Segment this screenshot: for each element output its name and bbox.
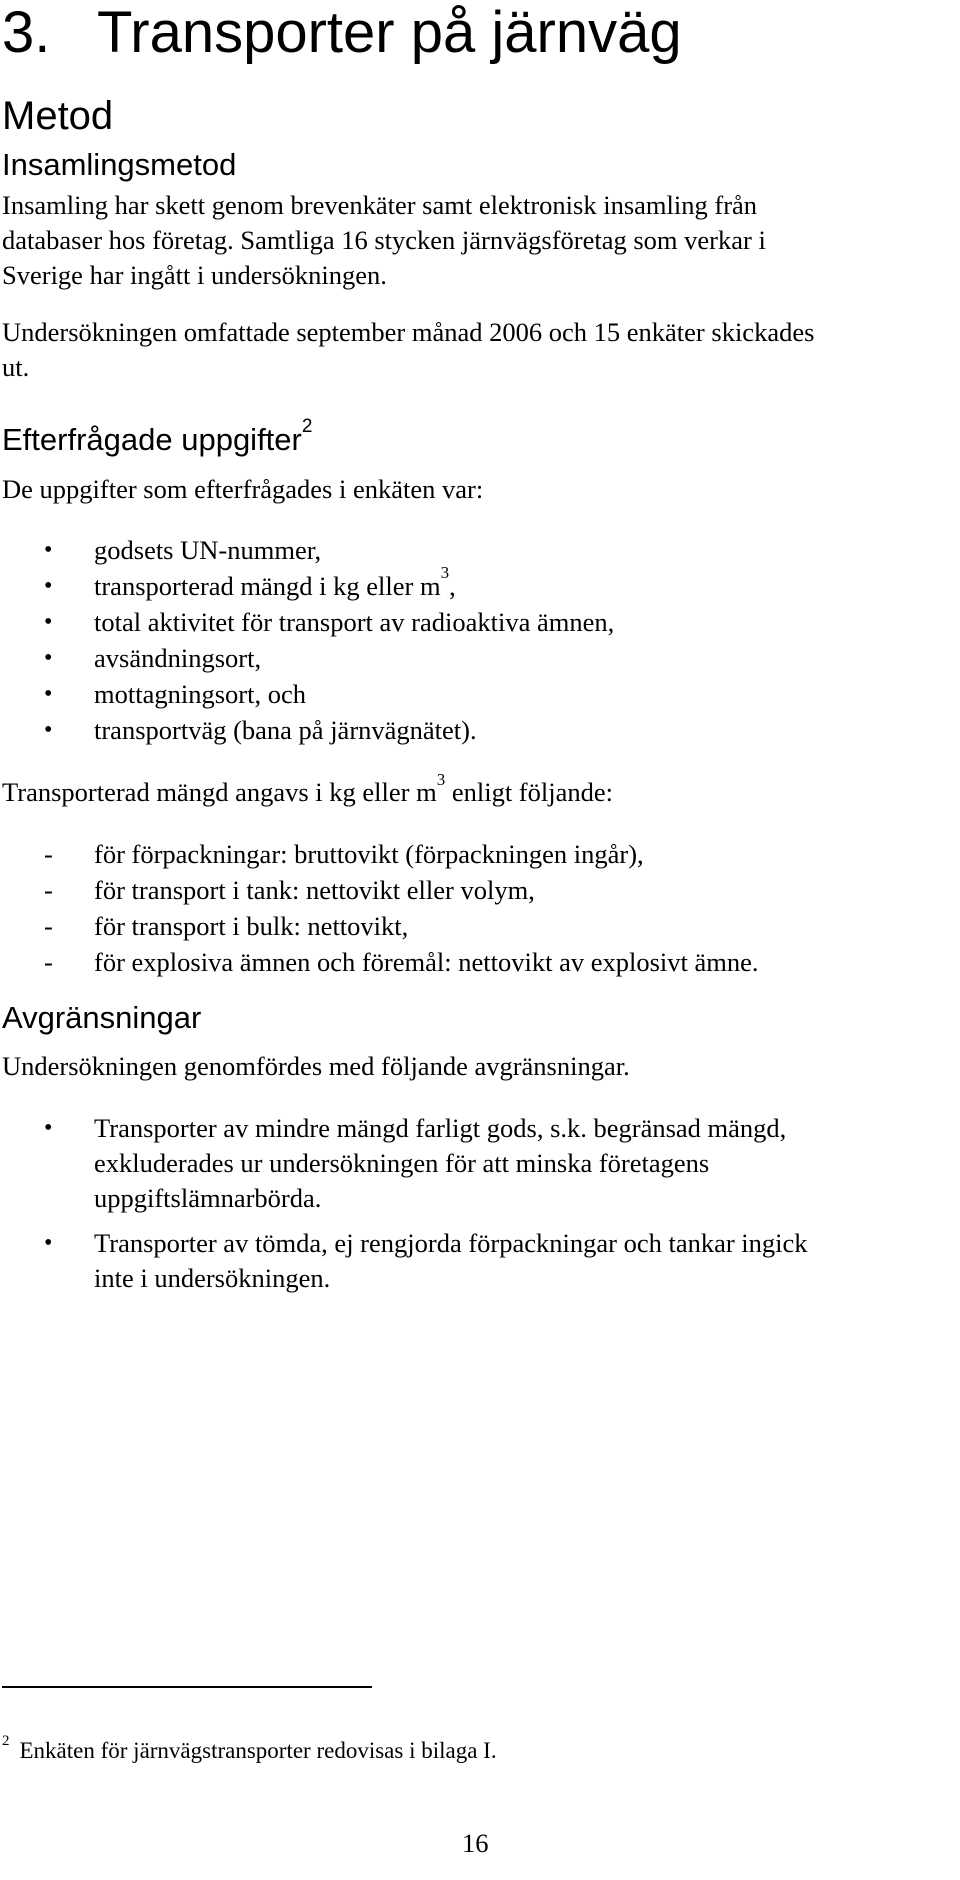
list-item xyxy=(0,1111,808,1216)
requested-data-list xyxy=(0,532,614,748)
list-item-text: transporterad mängd i kg eller m xyxy=(94,571,441,601)
list-item xyxy=(0,640,614,676)
list-item xyxy=(0,836,759,872)
insamlingsmetod-paragraph-1 xyxy=(2,188,957,293)
section-title-metod: Metod xyxy=(2,94,114,138)
dash-icon: - xyxy=(44,839,53,869)
subsection-title-avgransningar: Avgränsningar xyxy=(2,1000,202,1035)
list-item-text: för transport i bulk: nettovikt, xyxy=(94,911,409,941)
limitations-list xyxy=(0,1111,808,1296)
paragraph-line: databaser hos företag. Samtliga 16 stycken järnvägsföretag som verkar i xyxy=(2,225,766,255)
list-item-suffix: , xyxy=(449,571,456,601)
list-item-text: total aktivitet för transport av radioaktiva ämnen, xyxy=(94,607,615,637)
list-item xyxy=(0,872,759,908)
list-item xyxy=(0,563,614,604)
chapter-number: 3. xyxy=(2,0,51,65)
superscript-3: 3 xyxy=(436,770,446,789)
list-item-text: för förpackningar: bruttovikt (förpackningen ingår), xyxy=(94,839,644,869)
bullet-icon: • xyxy=(44,681,53,707)
dash-icon: - xyxy=(44,947,53,977)
footnote-number: 2 xyxy=(2,1733,10,1749)
subsection-title-efterfragade xyxy=(2,416,313,459)
list-item xyxy=(0,532,614,568)
list-item xyxy=(0,944,759,980)
chapter-heading xyxy=(2,0,682,66)
page-number: 16 xyxy=(462,1828,489,1858)
list-item xyxy=(0,676,614,712)
footnote xyxy=(2,1733,497,1766)
insamlingsmetod-paragraph-2 xyxy=(2,315,957,385)
bullet-icon: • xyxy=(44,573,53,599)
list-item xyxy=(0,908,759,944)
list-item-text: mottagningsort, och xyxy=(94,679,306,709)
bullet-icon: • xyxy=(44,537,53,563)
bullet-icon: • xyxy=(44,717,53,743)
amount-intro xyxy=(2,770,957,810)
list-item-line: exkluderades ur undersökningen för att minska företagens xyxy=(94,1148,710,1178)
list-item-text: avsändningsort, xyxy=(94,643,262,673)
paragraph-line: Sverige har ingått i undersökningen. xyxy=(2,260,387,290)
dash-icon: - xyxy=(44,911,53,941)
paragraph-line: Insamling har skett genom brevenkäter samt elektronisk insamling från xyxy=(2,190,758,220)
subsection-title-text: Efterfrågade uppgifter xyxy=(2,422,302,457)
amount-intro-text: Transporterad mängd angavs i kg eller m xyxy=(2,777,437,807)
chapter-title: Transporter på järnväg xyxy=(97,0,682,65)
list-item-line: uppgiftslämnarbörda. xyxy=(94,1183,322,1213)
bullet-icon: • xyxy=(44,1230,53,1256)
footnote-text: Enkäten för järnvägstransporter redovisas i bilaga I. xyxy=(19,1738,497,1763)
list-item-text: godsets UN-nummer, xyxy=(94,535,322,565)
paragraph-line: Undersökningen omfattade september månad 2006 och 15 enkäter skickades xyxy=(2,317,815,347)
bullet-icon: • xyxy=(44,609,53,635)
list-item-line: Transporter av mindre mängd farligt gods, s.k. begränsad mängd, xyxy=(94,1113,787,1143)
superscript-3: 3 xyxy=(440,563,450,582)
bullet-icon: • xyxy=(44,1115,53,1141)
amount-intro-suffix: enligt följande: xyxy=(445,777,613,807)
dash-icon: - xyxy=(44,875,53,905)
footnote-separator xyxy=(2,1686,372,1688)
avgransningar-intro: Undersökningen genomfördes med följande avgränsningar. xyxy=(2,1051,630,1081)
list-item xyxy=(0,604,614,640)
paragraph-line: ut. xyxy=(2,352,30,382)
amount-rules-list xyxy=(0,836,759,980)
list-item xyxy=(0,1226,808,1296)
bullet-icon: • xyxy=(44,645,53,671)
list-item-line: Transporter av tömda, ej rengjorda förpackningar och tankar ingick xyxy=(94,1228,808,1258)
list-item-text: transportväg (bana på järnvägnätet). xyxy=(94,715,477,745)
list-item-line: inte i undersökningen. xyxy=(94,1263,331,1293)
footnote-reference: 2 xyxy=(301,416,313,437)
list-item-text: för transport i tank: nettovikt eller volym, xyxy=(94,875,535,905)
subsection-title-insamlingsmetod: Insamlingsmetod xyxy=(2,147,237,182)
list-item xyxy=(0,712,614,748)
efterfragade-intro: De uppgifter som efterfrågades i enkäten var: xyxy=(2,474,484,504)
list-item-text: för explosiva ämnen och föremål: nettovikt av explosivt ämne. xyxy=(94,947,759,977)
